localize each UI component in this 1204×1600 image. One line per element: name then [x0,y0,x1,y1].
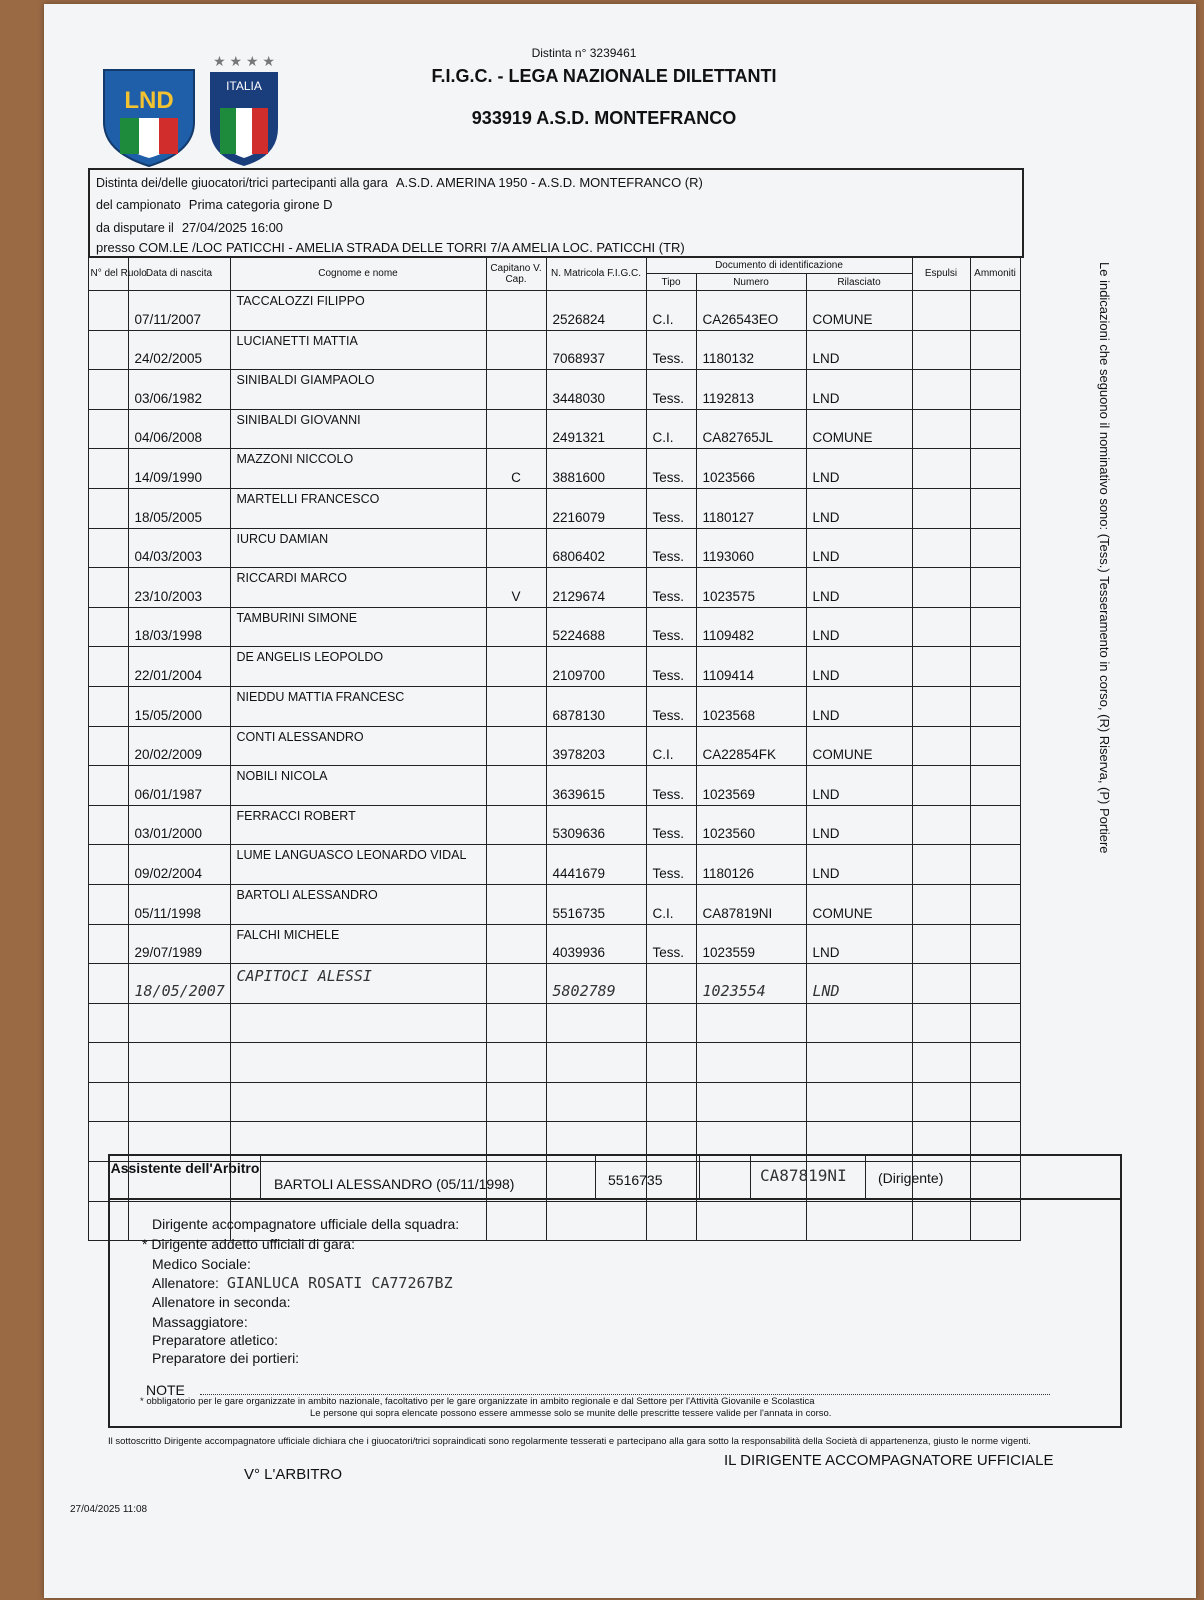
side-legend: Le indicazioni che seguono il nominativo sono: (Tess.) Tesseramento in corso, (R) Riserva, (P) Portiere [1097,262,1112,854]
federation-title: F.I.G.C. - LEGA NAZIONALE DILETTANTI [431,66,777,86]
ruolo-cell [88,964,128,1004]
issued-by-cell: COMUNE [806,884,912,924]
booked-cell [970,607,1020,647]
captain-cell: C [486,449,546,489]
championship-value: Prima categoria girone D [188,197,333,212]
players-body [88,291,1020,1241]
expelled-cell [912,1082,970,1122]
expelled-cell [912,409,970,449]
table-row [88,528,1020,568]
ruolo-cell [88,845,128,885]
ruolo-cell [88,1003,128,1043]
captain-cell [486,845,546,885]
issued-by-cell: LND [806,607,912,647]
preparatore-atletico: Preparatore atletico: [152,1332,279,1348]
table-row [88,924,1020,964]
table-row [88,568,1020,608]
ruolo-cell [88,924,128,964]
doc-number-cell: 1023554 [696,964,806,1004]
birthdate-cell: 04/06/2008 [128,409,230,449]
birthdate-cell: 18/05/2007 [128,964,230,1004]
expelled-cell [912,488,970,528]
ruolo-cell [88,370,128,410]
matricola-cell [546,1003,646,1043]
col-tipo: Tipo [646,274,696,291]
booked-cell [970,964,1020,1004]
club-title: 933919 A.S.D. MONTEFRANCO [471,108,737,128]
footnote-persone: Le persone qui sopra elencate possono essere ammesse solo se munite delle prescritte tessere valide per l'annata in corso. [310,1408,832,1419]
captain-cell [486,1082,546,1122]
table-row [88,647,1020,687]
birthdate-cell: 05/11/1998 [128,884,230,924]
matricola-cell [546,1043,646,1083]
expelled-cell [912,568,970,608]
birthdate-cell: 18/03/1998 [128,607,230,647]
player-name-cell: TAMBURINI SIMONE [230,607,486,647]
doc-number-cell: 1193060 [696,528,806,568]
booked-cell [970,647,1020,687]
note-line [200,1394,1050,1395]
booked-cell [970,528,1020,568]
doc-number-cell: 1023568 [696,686,806,726]
expelled-cell [912,845,970,885]
doc-number-cell: 1023575 [696,568,806,608]
captain-cell [486,884,546,924]
ruolo-cell [88,1043,128,1083]
col-nome: Cognome e nome [230,257,486,291]
assistant-label: Assistente dell'Arbitro [110,1156,261,1200]
doc-number-cell: 1023559 [696,924,806,964]
doc-number-cell: 1180127 [696,488,806,528]
doc-type-cell [646,1043,696,1083]
matricola-cell: 2216079 [546,488,646,528]
doc-type-cell: C.I. [646,726,696,766]
matricola-cell: 6878130 [546,686,646,726]
doc-type-cell: C.I. [646,409,696,449]
lnd-logo-icon [100,64,198,168]
doc-number-cell: 1180126 [696,845,806,885]
distinta-number: Distinta n° 3239461 [531,46,637,60]
doc-type-cell: C.I. [646,291,696,331]
ruolo-cell [88,607,128,647]
dirigente-signature-label: IL DIRIGENTE ACCOMPAGNATORE UFFICIALE [724,1452,1054,1469]
issued-by-cell: COMUNE [806,409,912,449]
ruolo-cell [88,291,128,331]
massaggiatore: Massaggiatore: [152,1314,248,1330]
doc-type-cell: Tess. [646,370,696,410]
ruolo-cell [88,686,128,726]
allenatore-value: GIANLUCA ROSATI CA77267BZ [226,1274,453,1292]
ruolo-cell [88,884,128,924]
doc-type-cell: Tess. [646,647,696,687]
issued-by-cell: LND [806,528,912,568]
table-row [88,686,1020,726]
lnd-logo-text: LND [124,87,174,114]
doc-number-cell: 1023566 [696,449,806,489]
doc-number-cell: 1180132 [696,330,806,370]
player-name-cell: MAZZONI NICCOLO [230,449,486,489]
matricola-cell: 3448030 [546,370,646,410]
matricola-cell: 2491321 [546,409,646,449]
player-name-cell: SINIBALDI GIOVANNI [230,409,486,449]
ruolo-cell [88,647,128,687]
table-row [88,1043,1020,1083]
doc-type-cell [646,964,696,1004]
italia-logo-text: ITALIA [226,79,262,93]
match-info-box [88,168,1024,258]
allenatore: Allenatore: GIANLUCA ROSATI CA77267BZ [152,1274,453,1292]
assistant-name: BARTOLI ALESSANDRO (05/11/1998) [260,1156,596,1200]
matricola-cell [546,1082,646,1122]
player-name-cell: IURCU DAMIAN [230,528,486,568]
expelled-cell [912,805,970,845]
table-row [88,1003,1020,1043]
booked-cell [970,291,1020,331]
birthdate-cell: 23/10/2003 [128,568,230,608]
table-row [88,409,1020,449]
issued-by-cell: LND [806,330,912,370]
issued-by-cell [806,1082,912,1122]
arbitro-signature-label: V° L'ARBITRO [244,1466,343,1483]
doc-type-cell: Tess. [646,449,696,489]
booked-cell [970,884,1020,924]
doc-type-cell: C.I. [646,884,696,924]
doc-number-cell: 1192813 [696,370,806,410]
matricola-cell: 4039936 [546,924,646,964]
captain-cell [486,805,546,845]
issued-by-cell: LND [806,964,912,1004]
issued-by-cell: LND [806,370,912,410]
matricola-cell: 3978203 [546,726,646,766]
expelled-cell [912,924,970,964]
dirigente-accompagnatore: Dirigente accompagnatore ufficiale della squadra: [152,1216,460,1232]
player-name-cell: CONTI ALESSANDRO [230,726,486,766]
issued-by-cell: LND [806,647,912,687]
doc-number-cell: CA22854FK [696,726,806,766]
booked-cell [970,449,1020,489]
matricola-cell: 2526824 [546,291,646,331]
table-row [88,726,1020,766]
captain-cell [486,488,546,528]
player-name-cell: NOBILI NICOLA [230,766,486,806]
table-row [88,766,1020,806]
assistant-referee-row [108,1154,1122,1200]
captain-cell [486,291,546,331]
player-name-cell: RICCARDI MARCO [230,568,486,608]
captain-cell [486,686,546,726]
birthdate-cell: 03/01/2000 [128,805,230,845]
matricola-cell: 3881600 [546,449,646,489]
expelled-cell [912,884,970,924]
matricola-cell: 5516735 [546,884,646,924]
player-name-cell: LUME LANGUASCO LEONARDO VIDAL [230,845,486,885]
birthdate-cell: 29/07/1989 [128,924,230,964]
player-name-cell: LUCIANETTI MATTIA [230,330,486,370]
col-rilasciato: Rilasciato [806,274,912,291]
table-row [88,884,1020,924]
booked-cell [970,845,1020,885]
issued-by-cell: LND [806,845,912,885]
col-numero: Numero [696,274,806,291]
captain-cell [486,766,546,806]
doc-number-cell: CA87819NI [696,884,806,924]
declaration-text: Il sottoscritto Dirigente accompagnatore ufficiale dichiara che i giuocatori/trici sopraindicati sono regolarmente tesserati e partecipano alla gara sotto la responsabilità della Società di appartenenza, giusto le norme vigenti. [108,1436,1031,1447]
expelled-cell [912,1003,970,1043]
doc-type-cell: Tess. [646,607,696,647]
ruolo-cell [88,1082,128,1122]
issued-by-cell [806,1003,912,1043]
staff-box [108,1198,1122,1428]
col-matricola: N. Matricola F.I.G.C. [546,257,646,291]
matricola-cell: 2109700 [546,647,646,687]
issued-by-cell: COMUNE [806,726,912,766]
doc-number-cell: CA26543EO [696,291,806,331]
captain-cell [486,330,546,370]
booked-cell [970,370,1020,410]
issued-by-cell: LND [806,568,912,608]
doc-type-cell: Tess. [646,766,696,806]
expelled-cell [912,647,970,687]
expelled-cell [912,370,970,410]
ruolo-cell [88,488,128,528]
booked-cell [970,686,1020,726]
issued-by-cell: LND [806,805,912,845]
table-row [88,1082,1020,1122]
issued-by-cell: LND [806,766,912,806]
captain-cell: V [486,568,546,608]
birthdate-cell: 15/05/2000 [128,686,230,726]
expelled-cell [912,607,970,647]
player-name-cell: SINIBALDI GIAMPAOLO [230,370,486,410]
table-row [88,370,1020,410]
print-timestamp: 27/04/2025 11:08 [70,1504,148,1515]
matricola-cell: 3639615 [546,766,646,806]
svg-text:★ ★ ★ ★: ★ ★ ★ ★ [213,53,275,69]
col-ammoniti: Ammoniti [970,257,1020,291]
player-name-cell: FALCHI MICHELE [230,924,486,964]
player-name-cell [230,1082,486,1122]
doc-type-cell: Tess. [646,528,696,568]
italia-logo-icon [206,52,282,168]
document-sheet [44,4,1196,1598]
captain-cell [486,409,546,449]
venue-line: presso COM.LE /LOC PATICCHI - AMELIA STRADA DELLE TORRI 7/A AMELIA LOC. PATICCHI (TR) [96,240,685,255]
captain-cell [486,1003,546,1043]
matricola-cell: 5309636 [546,805,646,845]
table-row [88,488,1020,528]
captain-cell [486,726,546,766]
booked-cell [970,805,1020,845]
player-name-cell: MARTELLI FRANCESCO [230,488,486,528]
doc-type-cell: Tess. [646,568,696,608]
matricola-cell: 2129674 [546,568,646,608]
footnote-obbligatorio: * obbligatorio per le gare organizzate in ambito nazionale, facoltativo per le gare organizzate in ambito regionale e dal Settore per l'Attività Giovanile e Scolastica [140,1396,815,1407]
birthdate-cell: 14/09/1990 [128,449,230,489]
birthdate-cell: 06/01/1987 [128,766,230,806]
captain-cell [486,647,546,687]
doc-number-cell: 1109414 [696,647,806,687]
ruolo-cell [88,409,128,449]
doc-number-cell: CA82765JL [696,409,806,449]
captain-cell [486,1043,546,1083]
ruolo-cell [88,805,128,845]
expelled-cell [912,449,970,489]
expelled-cell [912,330,970,370]
note-label: NOTE [146,1382,185,1398]
assistant-role: (Dirigente) [878,1170,944,1186]
players-table [88,256,1021,1241]
col-ruolo: N° del Ruolo [88,257,128,291]
booked-cell [970,726,1020,766]
player-name-cell: CAPITOCI ALESSI [230,964,486,1004]
birthdate-cell [128,1043,230,1083]
col-capitano: Capitano V. Cap. [486,257,546,291]
player-name-cell [230,1003,486,1043]
expelled-cell [912,686,970,726]
doc-type-cell [646,1082,696,1122]
matricola-cell: 4441679 [546,845,646,885]
booked-cell [970,1043,1020,1083]
birthdate-cell: 04/03/2003 [128,528,230,568]
assistant-document: CA87819NI [750,1156,866,1200]
expelled-cell [912,726,970,766]
booked-cell [970,409,1020,449]
match-date: 27/04/2025 16:00 [181,220,284,235]
birthdate-cell: 03/06/1982 [128,370,230,410]
birthdate-cell: 22/01/2004 [128,647,230,687]
matricola-cell: 5224688 [546,607,646,647]
doc-type-cell: Tess. [646,924,696,964]
issued-by-cell: LND [806,449,912,489]
player-name-cell [230,1043,486,1083]
booked-cell [970,330,1020,370]
col-espulsi: Espulsi [912,257,970,291]
doc-type-cell: Tess. [646,488,696,528]
booked-cell [970,488,1020,528]
birthdate-cell: 20/02/2009 [128,726,230,766]
doc-number-cell [696,1003,806,1043]
medico-sociale: Medico Sociale: [152,1256,251,1272]
player-name-cell: NIEDDU MATTIA FRANCESC [230,686,486,726]
captain-cell [486,607,546,647]
doc-type-cell: Tess. [646,845,696,885]
expelled-cell [912,291,970,331]
table-row [88,964,1020,1004]
col-nascita: Data di nascita [128,257,230,291]
table-row [88,330,1020,370]
birthdate-cell: 18/05/2005 [128,488,230,528]
booked-cell [970,924,1020,964]
matricola-cell: 5802789 [546,964,646,1004]
col-documento: Documento di identificazione [646,257,912,274]
doc-number-cell [696,1043,806,1083]
birthdate-cell: 09/02/2004 [128,845,230,885]
captain-cell [486,924,546,964]
issued-by-cell: COMUNE [806,291,912,331]
birthdate-cell: 07/11/2007 [128,291,230,331]
ruolo-cell [88,568,128,608]
allenatore-seconda: Allenatore in seconda: [152,1294,291,1310]
ruolo-cell [88,330,128,370]
player-name-cell: TACCALOZZI FILIPPO [230,291,486,331]
issued-by-cell [806,1043,912,1083]
doc-type-cell: Tess. [646,805,696,845]
issued-by-cell: LND [806,686,912,726]
ruolo-cell [88,726,128,766]
player-name-cell: BARTOLI ALESSANDRO [230,884,486,924]
matricola-cell: 6806402 [546,528,646,568]
player-name-cell: DE ANGELIS LEOPOLDO [230,647,486,687]
doc-number-cell: 1023560 [696,805,806,845]
ruolo-cell [88,449,128,489]
expelled-cell [912,964,970,1004]
issued-by-cell: LND [806,924,912,964]
player-name-cell: FERRACCI ROBERT [230,805,486,845]
dirigente-addetto: * Dirigente addetto ufficiali di gara: [142,1236,355,1252]
assistant-matricola: 5516735 [596,1156,700,1200]
table-row [88,805,1020,845]
birthdate-cell [128,1003,230,1043]
birthdate-cell: 24/02/2005 [128,330,230,370]
matricola-cell: 7068937 [546,330,646,370]
doc-number-cell: 1109482 [696,607,806,647]
expelled-cell [912,528,970,568]
booked-cell [970,1082,1020,1122]
captain-cell [486,964,546,1004]
expelled-cell [912,766,970,806]
birthdate-cell [128,1082,230,1122]
table-row [88,449,1020,489]
table-row [88,845,1020,885]
doc-type-cell: Tess. [646,686,696,726]
preparatore-portieri: Preparatore dei portieri: [152,1350,300,1366]
match-teams: A.S.D. AMERINA 1950 - A.S.D. MONTEFRANCO (R) [395,175,703,190]
booked-cell [970,1003,1020,1043]
match-line: Distinta dei/delle giuocatori/trici partecipanti alla gara A.S.D. AMERINA 1950 - A.S.D. MONTEFRANCO (R) [96,175,703,190]
doc-type-cell [646,1003,696,1043]
ruolo-cell [88,766,128,806]
table-row [88,607,1020,647]
doc-number-cell [696,1082,806,1122]
ruolo-cell [88,528,128,568]
captain-cell [486,370,546,410]
booked-cell [970,568,1020,608]
doc-type-cell: Tess. [646,330,696,370]
booked-cell [970,766,1020,806]
captain-cell [486,528,546,568]
table-row [88,291,1020,331]
date-line: da disputare il 27/04/2025 16:00 [96,220,284,235]
issued-by-cell: LND [806,488,912,528]
championship-line: del campionato Prima categoria girone D [96,197,333,212]
expelled-cell [912,1043,970,1083]
doc-number-cell: 1023569 [696,766,806,806]
